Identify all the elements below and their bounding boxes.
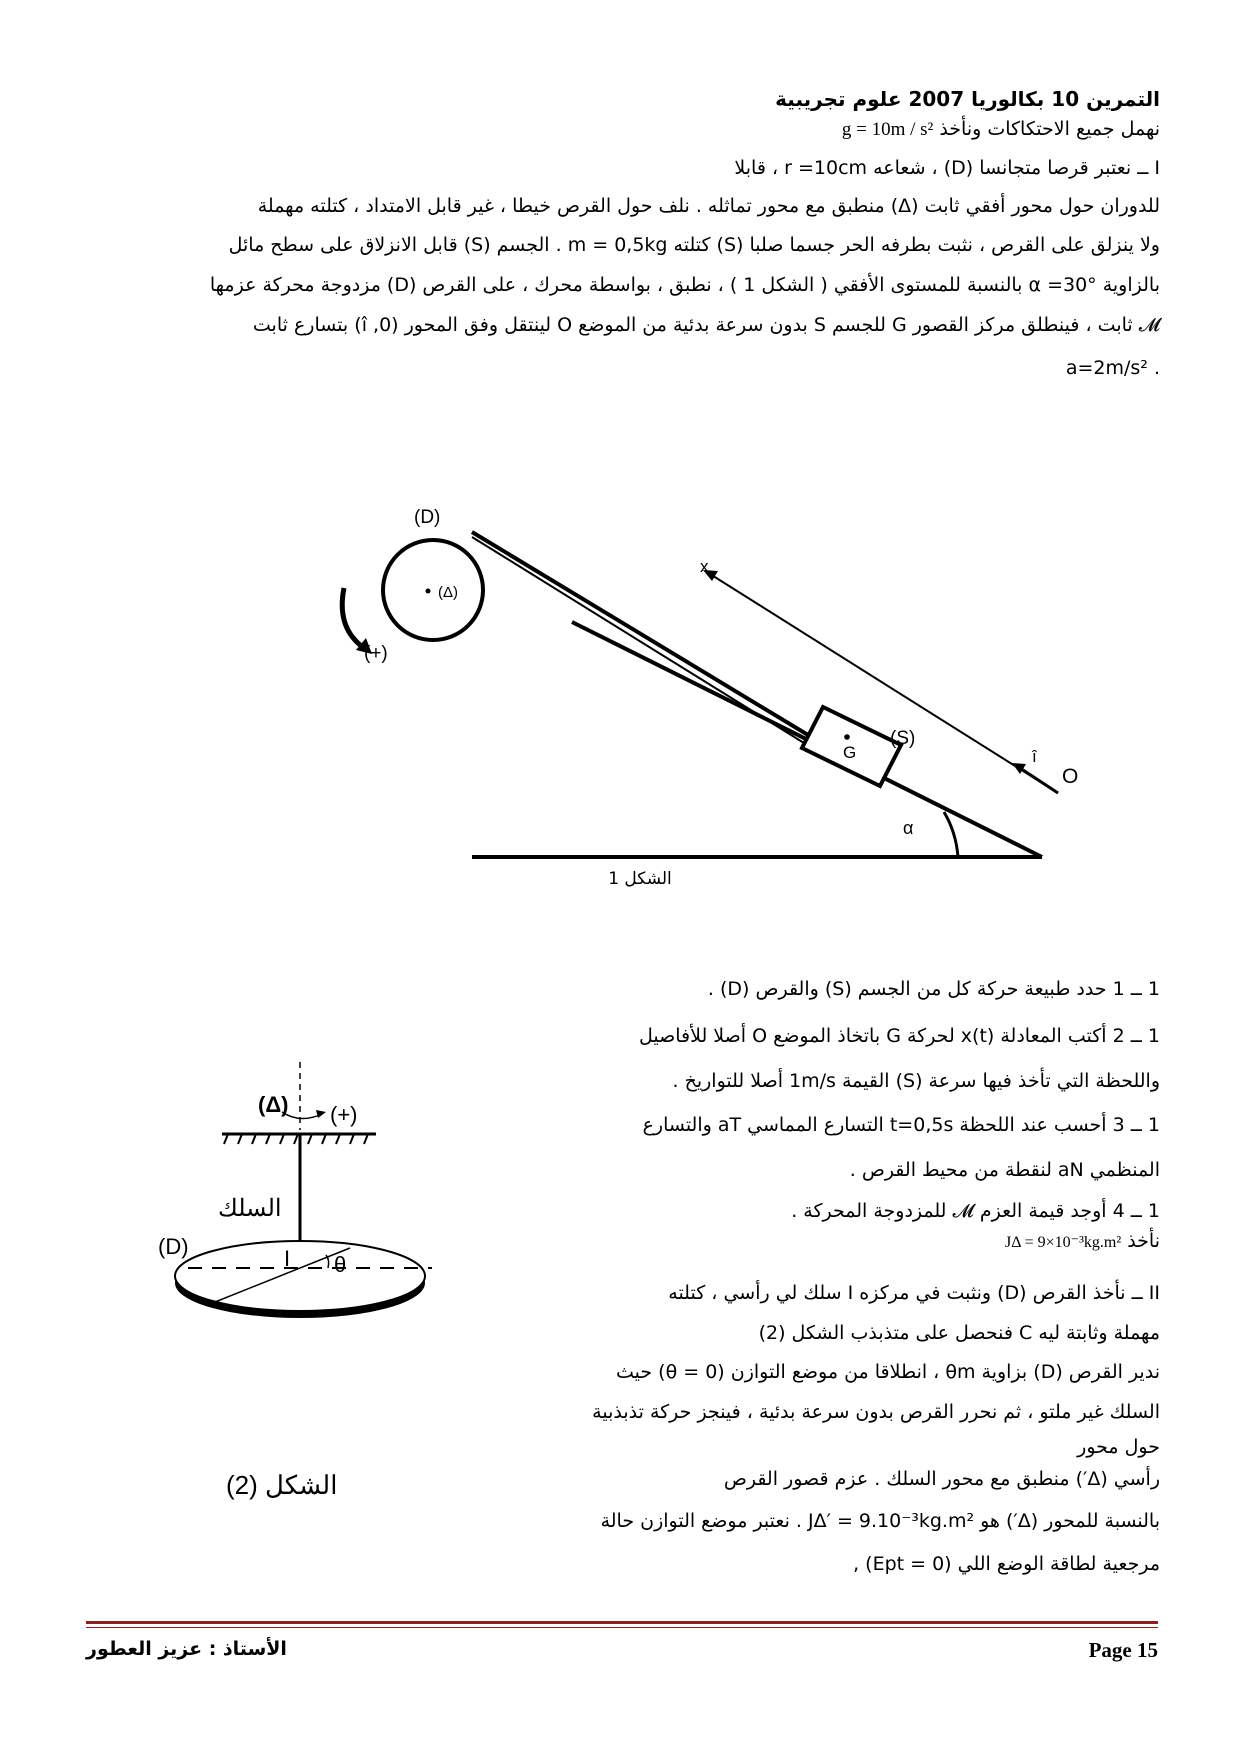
- q1-4b-math: JΔ = 9×10⁻³kg.m²: [1004, 1234, 1122, 1251]
- givens-g: g = 10m / s²: [841, 119, 934, 140]
- figure-2-caption: الشكل (2): [226, 1470, 338, 1500]
- label-plus: (+): [364, 643, 388, 664]
- label-plus-2: (+): [330, 1102, 358, 1127]
- question-1-4b: [540, 1228, 1160, 1256]
- label-s: (S): [890, 728, 916, 749]
- string-line: [472, 532, 818, 741]
- label-alpha: α: [903, 818, 914, 838]
- part2-line2: مهملة وثابتة ليه C فنحصل على متذبذب الشكل (2): [758, 1322, 1160, 1344]
- center-g-dot: [844, 734, 850, 740]
- part2-line7: بالنسبة للمحور (Δ′) هو JΔ′ = 9.10⁻³kg.m² . نعتبر موضع التوازن حالة: [600, 1510, 1160, 1532]
- part2-line3: ندير القرص (D) بزاوية θm ، انطلاقا من موضع التوازن (θ = 0) حيث: [615, 1361, 1160, 1383]
- part1-line2: للدوران حول محور أفقي ثابت (Δ) منطبق مع محور تماثله . نلف حول القرص خيطا ، غير قابل الامتداد ، كتلته مهملة: [257, 195, 1160, 217]
- footer-rule-thin: [86, 1627, 1158, 1628]
- question-1-3b: المنظمي aN لنقطة من محيط القرص .: [849, 1159, 1160, 1181]
- part1-line6: . a=2m/s²: [1065, 357, 1160, 379]
- question-1-3a: 1 ــ 3 أحسب عند اللحظة t=0,5s التسارع المماسي aT والتسارع: [642, 1114, 1160, 1136]
- label-g: G: [843, 743, 857, 762]
- figure-2: [150, 1040, 510, 1520]
- label-i: î: [1032, 747, 1037, 766]
- part2-line8: مرجعية لطاقة الوضع اللي (Ept = 0) ,: [853, 1553, 1160, 1575]
- part2-line1: II ــ نأخذ القرص (D) ونثبت في مركزه I سلك لي رأسي ، كتلته: [668, 1282, 1160, 1304]
- label-theta: θ: [334, 1252, 347, 1277]
- label-delta: (Δ): [438, 584, 459, 601]
- label-d: (D): [414, 507, 441, 528]
- page-number: Page 15: [1088, 1638, 1158, 1662]
- question-1-2b: واللحظة التي تأخذ فيها سرعة (S) القيمة 1m/s أصلا للتواريخ .: [672, 1070, 1160, 1092]
- label-o: O: [1062, 765, 1079, 788]
- label-delta-2: (Δ): [258, 1092, 289, 1117]
- author-name: الأستاذ : عزيز العطور: [86, 1638, 287, 1660]
- part2-line6: رأسي (Δ′) منطبق مع محور السلك . عزم قصور القرص: [723, 1468, 1160, 1490]
- label-x: x: [700, 557, 709, 576]
- part1-line5: 𝓜 ثابت ، فينطلق مركز القصور G للجسم S بدون سرعة بدئية من الموضع O لينتقل وفق المحور (0, î) بتسارع ثابت: [252, 314, 1160, 336]
- q1-4b-text: نأخذ: [1127, 1230, 1160, 1252]
- label-d-2: (D): [158, 1234, 189, 1259]
- part1-line1: I ــ نعتبر قرصا متجانسا (D) ، شعاعه r =10cm ، قابلا: [734, 157, 1160, 179]
- footer-rule-thick: [86, 1621, 1158, 1624]
- givens-text: نهمل جميع الاحتكاكات ونأخذ: [939, 118, 1160, 140]
- angle-arc: [944, 812, 958, 857]
- rotation-arrowhead-2: [316, 1110, 326, 1118]
- unit-vector-i: [1020, 768, 1058, 793]
- part1-line3: ولا ينزلق على القرص ، نثبت بطرفه الحر جسما صلبا (S) كتلته m = 0,5kg . الجسم (S) قابل الانزلاق على سطح مائل: [228, 234, 1160, 256]
- figure-1-caption: الشكل 1: [608, 869, 672, 889]
- exercise-title: التمرين 10 بكالوريا 2007 علوم تجريبية: [775, 87, 1160, 111]
- question-1-1: 1 ــ 1 حدد طبيعة حركة كل من الجسم (S) والقرص (D) .: [707, 978, 1160, 1000]
- string-line-lower: [472, 537, 812, 748]
- question-1-4a: 1 ــ 4 أوجد قيمة العزم 𝓜 للمزدوجة المحركة .: [791, 1200, 1160, 1222]
- part2-line5: حول محور: [1077, 1436, 1160, 1458]
- disc-d-2: [175, 1241, 425, 1311]
- rotation-arrow: [342, 588, 364, 648]
- label-i-center: I: [284, 1246, 291, 1271]
- part1-line4: بالزاوية α =30° بالنسبة للمستوى الأفقي ( الشكل 1 ) ، نطبق ، بواسطة محرك ، على القرص (D) مزدوجة محركة عزمها: [209, 274, 1160, 296]
- label-wire: السلك: [218, 1195, 282, 1222]
- axis-dot: [426, 589, 431, 594]
- question-1-2a: 1 ــ 2 أكتب المعادلة x(t) لحركة G باتخاذ الموضع O أصلا للأفاصيل: [639, 1025, 1160, 1047]
- disc-d: [383, 540, 483, 640]
- part2-line4: السلك غير ملتو ، ثم نحرر القرص بدون سرعة بدئية ، فينجز حركة تذبذبية: [592, 1401, 1160, 1423]
